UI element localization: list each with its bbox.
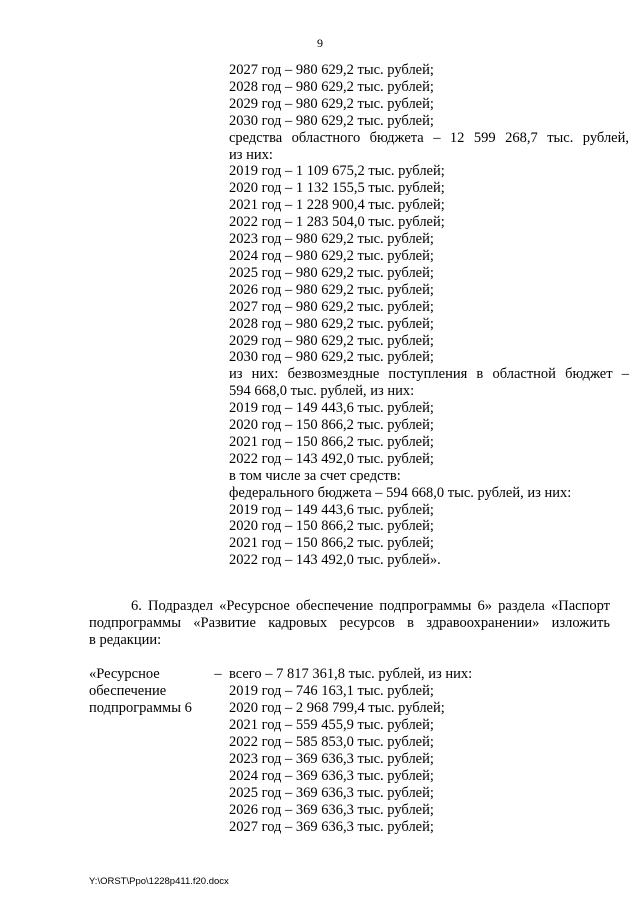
page-number: 9 bbox=[317, 36, 323, 50]
text-line: 2020 год – 1 132 155,5 тыс. рублей; bbox=[229, 180, 445, 197]
amendment-paragraph bbox=[89, 598, 610, 649]
funding-text-block bbox=[229, 62, 629, 569]
value-line: 2026 год – 369 636,3 тыс. рублей; bbox=[229, 802, 434, 818]
paragraph-line: подпрограммы «Развитие кадровых ресурсов в здравоохранении» изложить bbox=[89, 615, 610, 631]
text-line: 2028 год – 980 629,2 тыс. рублей; bbox=[229, 78, 434, 95]
text-line: 2027 год – 980 629,2 тыс. рублей; bbox=[229, 62, 434, 78]
paragraph-line: в редакции: bbox=[89, 632, 162, 648]
text-line: федерального бюджета – 594 668,0 тыс. рублей, из них: bbox=[229, 484, 572, 501]
value-line: 2021 год – 559 455,9 тыс. рублей; bbox=[229, 717, 434, 733]
value-line: 2024 год – 369 636,3 тыс. рублей; bbox=[229, 768, 434, 784]
text-line: 2030 год – 980 629,2 тыс. рублей; bbox=[229, 112, 434, 129]
paragraph-line: 6. Подраздел «Ресурсное обеспечение подпрограммы 6» раздела «Паспорт bbox=[131, 598, 610, 614]
resource-values bbox=[229, 666, 610, 836]
value-line: 2019 год – 746 163,1 тыс. рублей; bbox=[229, 683, 434, 699]
text-line: 2030 год – 980 629,2 тыс. рублей; bbox=[229, 349, 434, 366]
text-line: средства областного бюджета – 12 599 268,7 тыс. рублей, bbox=[229, 129, 629, 146]
label-line: «Ресурсное bbox=[89, 666, 160, 682]
value-line: 2020 год – 2 968 799,4 тыс. рублей; bbox=[229, 700, 445, 716]
text-line: 2029 год – 980 629,2 тыс. рублей; bbox=[229, 332, 434, 349]
text-line: 2022 год – 1 283 504,0 тыс. рублей; bbox=[229, 214, 445, 231]
text-line: 2025 год – 980 629,2 тыс. рублей; bbox=[229, 264, 434, 281]
text-line: 2022 год – 143 492,0 тыс. рублей». bbox=[229, 552, 441, 569]
text-line: 2023 год – 980 629,2 тыс. рублей; bbox=[229, 231, 434, 248]
text-line: 2019 год – 149 443,6 тыс. рублей; bbox=[229, 400, 434, 417]
value-line: всего – 7 817 361,8 тыс. рублей, из них: bbox=[229, 666, 473, 682]
resource-label bbox=[89, 666, 209, 717]
text-line: из них: bbox=[229, 146, 273, 163]
value-line: 2022 год – 585 853,0 тыс. рублей; bbox=[229, 734, 434, 750]
file-path-footer: Y:\ORST\Ppo\1228p411.f20.docx bbox=[89, 876, 229, 887]
text-line: 594 668,0 тыс. рублей, из них: bbox=[229, 383, 415, 400]
text-line: 2022 год – 143 492,0 тыс. рублей; bbox=[229, 450, 434, 467]
label-line: подпрограммы 6 bbox=[89, 700, 192, 716]
text-line: 2021 год – 1 228 900,4 тыс. рублей; bbox=[229, 197, 445, 214]
value-line: 2025 год – 369 636,3 тыс. рублей; bbox=[229, 785, 434, 801]
text-line: 2020 год – 150 866,2 тыс. рублей; bbox=[229, 518, 434, 535]
text-line: 2024 год – 980 629,2 тыс. рублей; bbox=[229, 247, 434, 264]
text-line: 2020 год – 150 866,2 тыс. рублей; bbox=[229, 417, 434, 434]
text-line: 2021 год – 150 866,2 тыс. рублей; bbox=[229, 535, 434, 552]
text-line: 2019 год – 1 109 675,2 тыс. рублей; bbox=[229, 163, 445, 180]
text-line: 2021 год – 150 866,2 тыс. рублей; bbox=[229, 433, 434, 450]
value-line: 2027 год – 369 636,3 тыс. рублей; bbox=[229, 819, 434, 835]
text-line: 2027 год – 980 629,2 тыс. рублей; bbox=[229, 298, 434, 315]
value-line: 2023 год – 369 636,3 тыс. рублей; bbox=[229, 751, 434, 767]
text-line: 2028 год – 980 629,2 тыс. рублей; bbox=[229, 315, 434, 332]
text-line: в том числе за счет средств: bbox=[229, 467, 401, 484]
text-line: 2026 год – 980 629,2 тыс. рублей; bbox=[229, 281, 434, 298]
text-line: из них: безвозмездные поступления в областной бюджет – bbox=[229, 366, 629, 383]
separator-dash: – bbox=[214, 666, 222, 682]
text-line: 2019 год – 149 443,6 тыс. рублей; bbox=[229, 501, 434, 518]
label-line: обеспечение bbox=[89, 683, 167, 699]
text-line: 2029 год – 980 629,2 тыс. рублей; bbox=[229, 95, 434, 112]
